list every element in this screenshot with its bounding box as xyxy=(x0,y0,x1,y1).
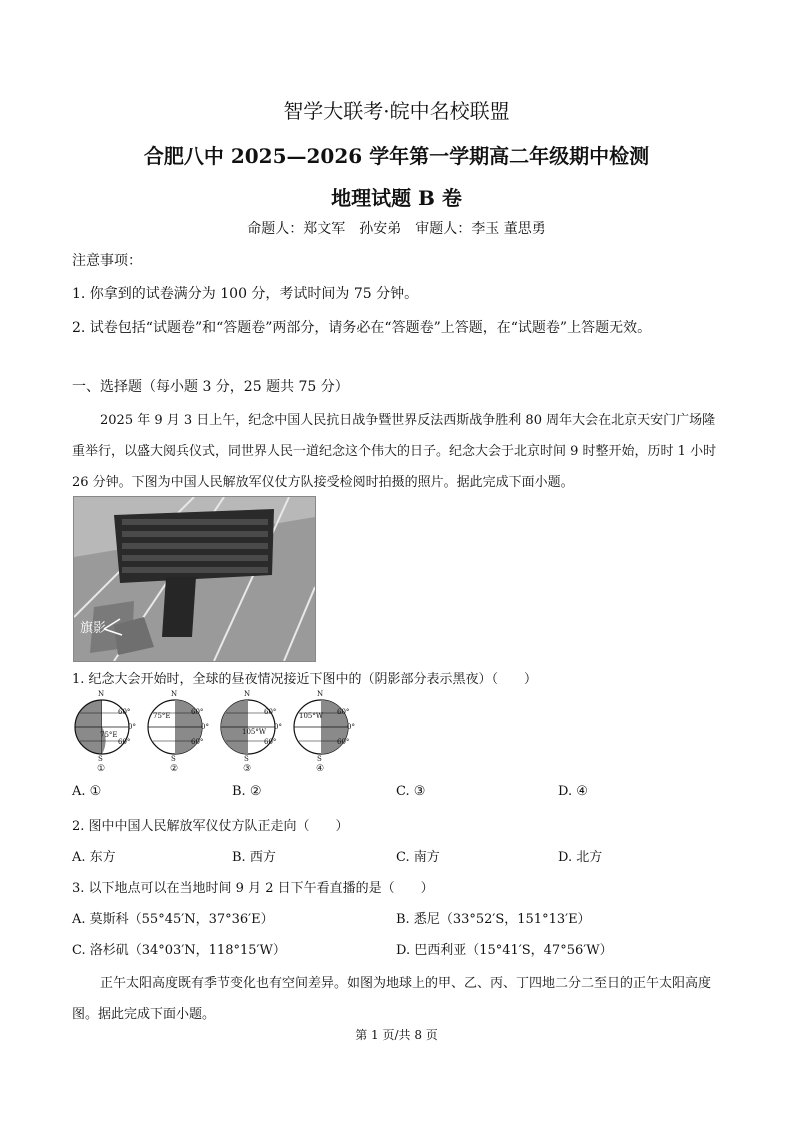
q2-option-a: A. 东方 xyxy=(72,850,116,865)
page-number: 第 1 页/共 8 页 xyxy=(355,1028,438,1042)
notice-item-2: 2. 试卷包括“试题卷”和“答题卷”两部分，请务必在“答题卷”上答题，在“试题卷”上答题无效。 xyxy=(72,320,652,336)
q2-option-d: D. 北方 xyxy=(558,850,603,865)
globe-1-north: N xyxy=(98,690,105,698)
globe-4-longitude: 105°W xyxy=(299,712,324,720)
q1-option-d: D. ④ xyxy=(558,784,588,799)
section-heading: 一、选择题（每小题 3 分，25 题共 75 分） xyxy=(72,379,349,395)
globe-3-south: S xyxy=(244,755,249,763)
globe-4-north: N xyxy=(317,690,324,698)
exam-alliance-title: 智学大联考·皖中名校联盟 xyxy=(283,99,510,123)
notice-item-1: 1. 你拿到的试卷满分为 100 分，考试时间为 75 分钟。 xyxy=(72,286,419,302)
parade-photo xyxy=(73,496,316,662)
globe-1-label: ① xyxy=(97,764,106,774)
globe-1-lat-60s: 60° xyxy=(118,738,131,746)
globe-3-north: N xyxy=(244,690,251,698)
q3-option-a: A. 莫斯科（55°45′N，37°36′E） xyxy=(72,912,274,927)
q2-option-b: B. 西方 xyxy=(232,850,276,865)
q1-option-a: A. ① xyxy=(72,784,102,799)
globe-1-lat-0: 0° xyxy=(128,723,136,731)
globe-2-longitude: 75°E xyxy=(153,712,171,720)
q2-option-c: C. 南方 xyxy=(396,850,440,865)
question-2-stem: 2. 图中中国人民解放军仪仗方队正走向（ ） xyxy=(72,819,349,834)
question-1-stem: 1. 纪念大会开始时，全球的昼夜情况接近下图中的（阴影部分表示黑夜）（ ） xyxy=(72,672,538,687)
globe-2-lat-60n: 60° xyxy=(191,708,204,716)
flag-shadow-label: 旗影 xyxy=(80,621,107,636)
globe-3-label: ③ xyxy=(243,764,252,774)
globe-4-label: ④ xyxy=(316,764,325,774)
q3-option-b: B. 悉尼（33°52′S，151°13′E） xyxy=(396,912,591,927)
globe-4-south: S xyxy=(317,755,322,763)
globe-1-south: S xyxy=(98,755,103,763)
day-night-globes xyxy=(70,690,360,776)
globe-1-longitude: 75°E xyxy=(100,731,118,739)
globe-4-lat-0: 0° xyxy=(347,723,355,731)
globe-1-lat-60n: 60° xyxy=(118,708,131,716)
globe-3-lat-60s: 60° xyxy=(264,738,277,746)
globe-2-lat-60s: 60° xyxy=(191,738,204,746)
authors-line: 命题人：郑文军 孙安弟 审题人：李玉 董思勇 xyxy=(247,221,546,237)
globe-3-lat-60n: 60° xyxy=(264,708,277,716)
exam-title: 合肥八中 2025—2026 学年第一学期高二年级期中检测 xyxy=(143,144,650,168)
q3-option-c: C. 洛杉矶（34°03′N，118°15′W） xyxy=(72,943,286,958)
notice-heading: 注意事项： xyxy=(72,253,142,269)
globe-2-label: ② xyxy=(170,764,179,774)
question-3-stem: 3. 以下地点可以在当地时间 9 月 2 日下午看直播的是（ ） xyxy=(72,881,434,896)
globe-2-lat-0: 0° xyxy=(201,723,209,731)
subject-title: 地理试题 B 卷 xyxy=(331,186,462,210)
globe-3-lat-0: 0° xyxy=(274,723,282,731)
globe-2-north: N xyxy=(171,690,178,698)
q1-option-b: B. ② xyxy=(232,784,262,799)
section-intro: 2025 年 9 月 3 日上午，纪念中国人民抗日战争暨世界反法西斯战争胜利 80 周年大会在北京天安门广场隆重举行，以盛大阅兵仪式，同世界人民一道纪念这个伟大的日子。纪念大会于北京时间 9 时整开始，历时 1 小时 26 分钟。下图为中国人民解放军仪仗方队接受检阅时拍摄的照片。据此完成下面小题。 xyxy=(72,413,717,490)
section-2-intro: 正午太阳高度既有季节变化也有空间差异。如图为地球上的甲、乙、丙、丁四地二分二至日的正午太阳高度图。据此完成下面小题。 xyxy=(72,976,712,1022)
globe-4-lat-60s: 60° xyxy=(337,738,350,746)
globe-4-lat-60n: 60° xyxy=(337,708,350,716)
q1-option-c: C. ③ xyxy=(396,784,426,799)
q3-option-d: D. 巴西利亚（15°41′S，47°56′W） xyxy=(396,943,613,958)
globe-3-longitude: 105°W xyxy=(242,728,267,736)
globe-2-south: S xyxy=(171,755,176,763)
